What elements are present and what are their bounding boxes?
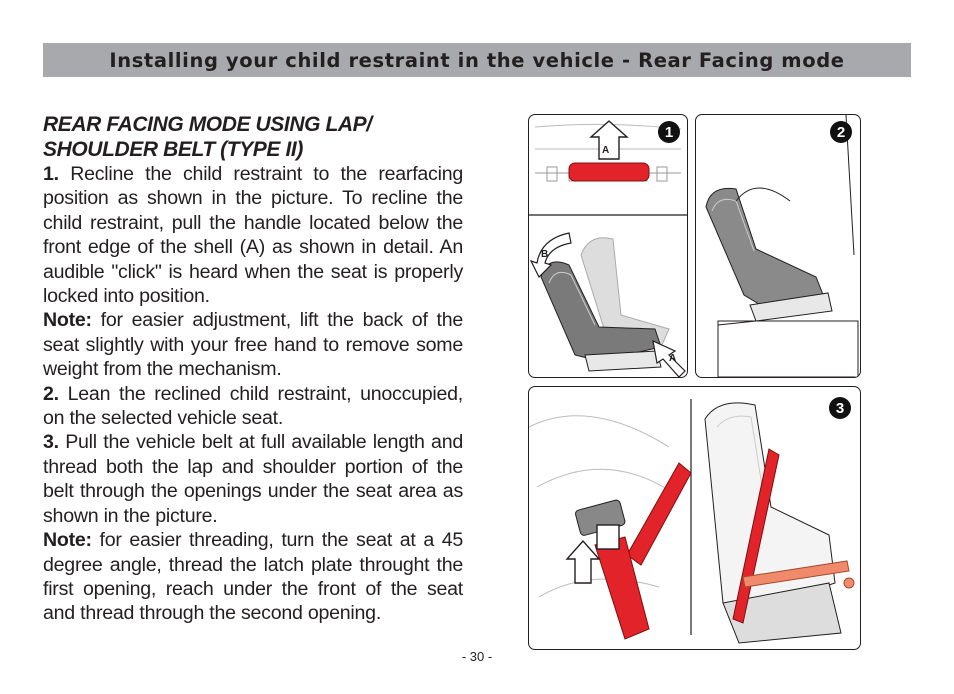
step-number: 1. <box>43 163 59 185</box>
figure-1-badge: 1 <box>658 121 680 143</box>
label-a-top: A <box>602 145 610 156</box>
section-title-line2: SHOULDER BELT (TYPE II) <box>43 138 303 161</box>
label-a-bottom: A <box>669 353 677 364</box>
figure-1-panel <box>528 114 688 378</box>
note-text: for easier threading, turn the seat at a 45 degree angle, thread the latch plate throught the first opening, reach under the front of the seat and thread through the second opening. <box>43 529 463 625</box>
step-number: 3. <box>43 431 59 454</box>
page-title: Installing your child restraint in the vehicle - Rear Facing mode <box>109 48 845 72</box>
figure-2-badge: 2 <box>830 121 852 143</box>
step-text: Recline the child restraint to the rearfacing position as shown in the picture. To recline the child restraint, pull the handle located below the front edge of the shell (A) as shown in detail. An audible "click" is heard when the seat is properly locked into position. <box>43 163 463 308</box>
note-1 <box>43 308 463 381</box>
section-title-line1: REAR FACING MODE USING LAP/ <box>43 113 372 136</box>
instructions-column <box>43 112 463 626</box>
step-text: Lean the reclined child restraint, unoccupied, on the selected vehicle seat. <box>43 382 463 430</box>
step-number: 2. <box>43 382 59 405</box>
note-text: for easier adjustment, lift the back of the seat slightly with your free hand to remove some weight from the mechanism. <box>43 309 463 381</box>
figure-2-panel <box>695 114 861 378</box>
figure-3-badge: 3 <box>829 397 851 419</box>
step-text: Pull the vehicle belt at full available length and thread both the lap and shoulder portion of the belt through the openings under the seat area as shown in the picture. <box>43 431 463 527</box>
step-2 <box>43 382 463 431</box>
figure-3-panel <box>528 386 861 650</box>
header-bar <box>43 43 911 77</box>
note-label: Note: <box>43 309 92 332</box>
figure-3-illustration <box>529 387 860 649</box>
note-2 <box>43 528 463 626</box>
step-1 <box>43 162 463 308</box>
note-label: Note: <box>43 529 92 552</box>
page-number: - 30 - <box>461 649 493 664</box>
figure-2-illustration <box>696 115 860 377</box>
label-b: B <box>541 249 549 260</box>
figure-1-illustration <box>529 115 687 377</box>
section-title <box>43 112 463 162</box>
step-3 <box>43 430 463 528</box>
